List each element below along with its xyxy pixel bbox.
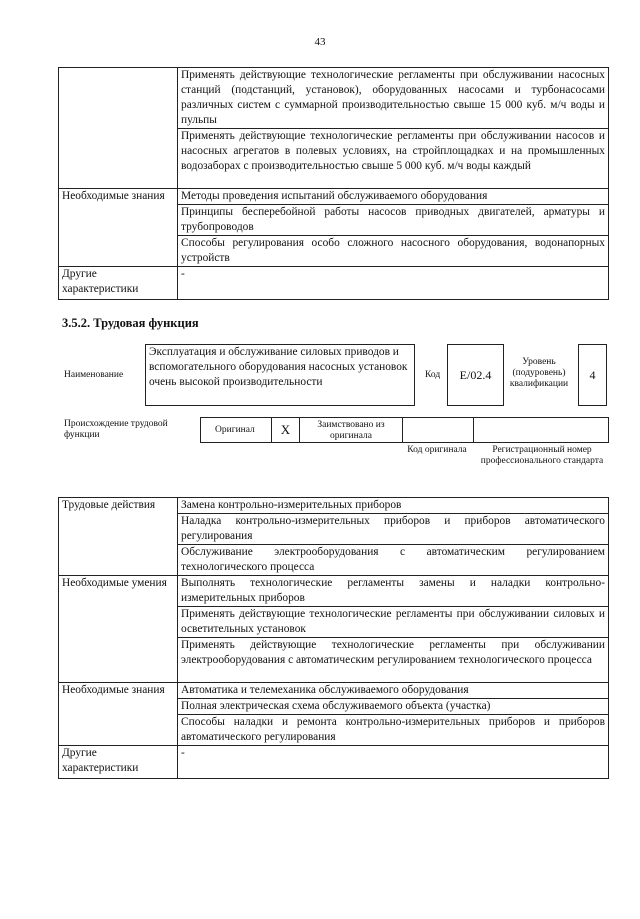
row-label: Необходимые умения <box>59 576 178 683</box>
code-label: Код <box>425 370 441 380</box>
top-table <box>58 67 609 300</box>
level-value: 4 <box>589 367 596 382</box>
table-cell: Способы наладки и ремонта контрольно-измерительных приборов и приборов автоматического регулирования <box>178 715 609 746</box>
table-cell: Применять действующие технологические регламенты при обслуживании силовых и осветительных установок <box>178 607 609 638</box>
table-cell: Выполнять технологические регламенты замены и наладки контрольно-измерительных приборов <box>178 576 609 607</box>
row-label: Другие характеристики <box>59 267 178 300</box>
code-value: E/02.4 <box>459 367 492 382</box>
code-box <box>447 344 504 406</box>
code-original-caption: Код оригинала <box>407 445 467 455</box>
table-cell: Применять действующие технологические регламенты при обслуживании электрооборудования с автоматическим регулированием технологического процесса <box>178 638 609 683</box>
row-label: Трудовые действия <box>59 498 178 576</box>
table-cell: Наладка контрольно-измерительных приборов и приборов автоматического регулирования <box>178 514 609 545</box>
row-label <box>59 68 178 189</box>
original-cell <box>200 417 272 443</box>
name-value: Эксплуатация и обслуживание силовых приводов и вспомогательного оборудования насосных установок очень высокой производительности <box>149 346 408 388</box>
borrowed-cell <box>299 417 403 443</box>
reg-number-caption: Регистрационный номер профессионального стандарта <box>480 445 604 466</box>
name-label: Наименование <box>64 370 124 380</box>
table-cell: Применять действующие технологические регламенты при обслуживании насосов и насосных агрегатов в полевых условиях, на стройплощадках и на промышленных водозаборах с производительностью свыше 5 000 куб. м/ч воды каждый <box>178 129 609 189</box>
page-number: 43 <box>314 36 326 48</box>
original-mark: X <box>280 422 291 437</box>
table-cell: Полная электрическая схема обслуживаемого объекта (участка) <box>178 699 609 715</box>
origin-label: Происхождение трудовой функции <box>64 419 168 440</box>
code-original-cell <box>402 417 474 443</box>
borrowed-label: Заимствовано из оригинала <box>317 420 385 441</box>
table-cell: Замена контрольно-измерительных приборов <box>178 498 609 514</box>
table-cell: Методы проведения испытаний обслуживаемого оборудования <box>178 189 609 205</box>
table-cell: Обслуживание электрооборудования с автоматическим регулированием технологического процесса <box>178 545 609 576</box>
section-title: 3.5.2. Трудовая функция <box>62 316 199 330</box>
original-label: Оригинал <box>215 425 255 435</box>
table-cell: Способы регулирования особо сложного насосного оборудования, водонапорных устройств <box>178 236 609 267</box>
level-label: Уровень (подуровень) квалификации <box>509 357 569 389</box>
main-table <box>58 497 609 779</box>
original-mark-cell <box>271 417 300 443</box>
table-cell: - <box>178 746 609 779</box>
row-label: Необходимые знания <box>59 189 178 267</box>
level-box <box>578 344 607 406</box>
table-cell: Принципы бесперебойной работы насосов приводных двигателей, арматуры и трубопроводов <box>178 205 609 236</box>
table-cell: - <box>178 267 609 300</box>
table-cell: Автоматика и телемеханика обслуживаемого оборудования <box>178 683 609 699</box>
name-box <box>145 344 415 406</box>
row-label: Необходимые знания <box>59 683 178 746</box>
reg-number-cell <box>473 417 609 443</box>
row-label: Другие характеристики <box>59 746 178 779</box>
table-cell: Применять действующие технологические регламенты при обслуживании насосных станций (подстанций, установок), оборудованных насосами и турбонасосами различных систем с суммарной производительностью свыше 15 000 куб. м/ч воды и пульпы <box>178 68 609 129</box>
